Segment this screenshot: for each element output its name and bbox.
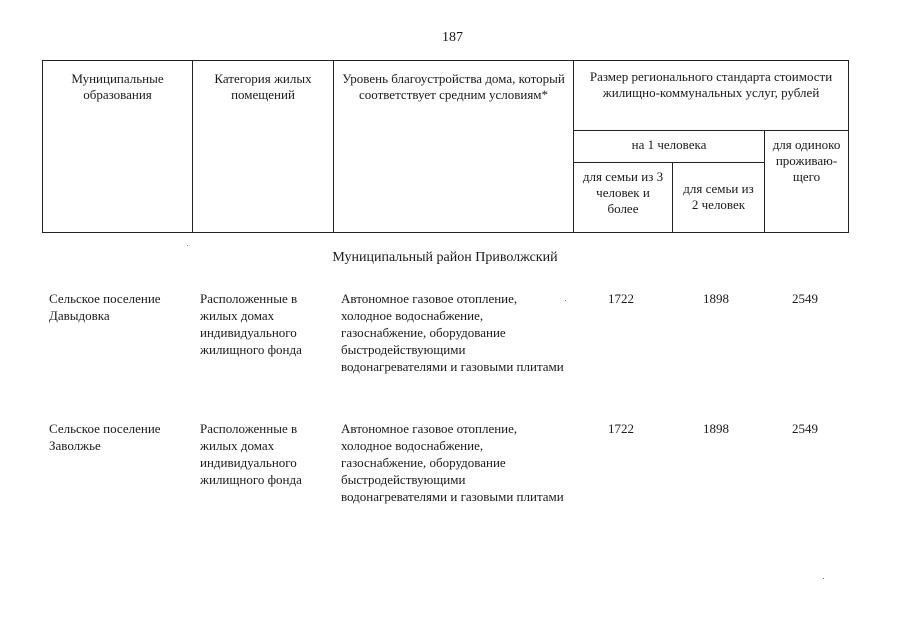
cell-family2: 1898 — [703, 291, 729, 306]
table-row — [0, 290, 905, 410]
cell-family3: 1722 — [608, 421, 634, 436]
header-level: Уровень благоустройства дома, который соответствует средним условиям* — [334, 61, 574, 233]
header-municipal: Муниципальные образования — [43, 61, 193, 233]
cell-level: Автономное газовое отопление, холодное водоснабжение, газоснабжение, оборудование быстродействующими водонагревателями и газовыми плитами — [341, 421, 564, 504]
scan-speck — [565, 300, 566, 301]
page-number: 187 — [442, 30, 463, 45]
cell-category: Расположенные в жилых домах индивидуального жилищного фонда — [200, 291, 302, 357]
scan-speck — [187, 245, 188, 246]
table-row — [0, 420, 905, 540]
cell-municipality: Сельское поселение Давыдовка — [49, 291, 161, 323]
header-category: Категория жилых помещений — [193, 61, 334, 233]
scan-speck — [823, 578, 824, 579]
cell-level: Автономное газовое отопление, холодное водоснабжение, газоснабжение, оборудование быстродействующими водонагревателями и газовыми плитами — [341, 291, 564, 374]
header-per-person: на 1 человека — [574, 131, 765, 163]
cell-single: 2549 — [792, 421, 818, 436]
header-family3: для семьи из 3 человек и более — [574, 163, 673, 233]
header-single: для одиноко проживаю-щего — [765, 131, 849, 233]
table-header — [42, 60, 849, 233]
cell-family2: 1898 — [703, 421, 729, 436]
cell-municipality: Сельское поселение Заволжье — [49, 421, 161, 453]
cell-category: Расположенные в жилых домах индивидуального жилищного фонда — [200, 421, 302, 487]
header-size: Размер регионального стандарта стоимости жилищно-коммунальных услуг, рублей — [574, 61, 849, 131]
cell-single: 2549 — [792, 291, 818, 306]
section-title: Муниципальный район Приволжский — [332, 250, 558, 265]
header-family2: для семьи из 2 человек — [673, 163, 765, 233]
cell-family3: 1722 — [608, 291, 634, 306]
